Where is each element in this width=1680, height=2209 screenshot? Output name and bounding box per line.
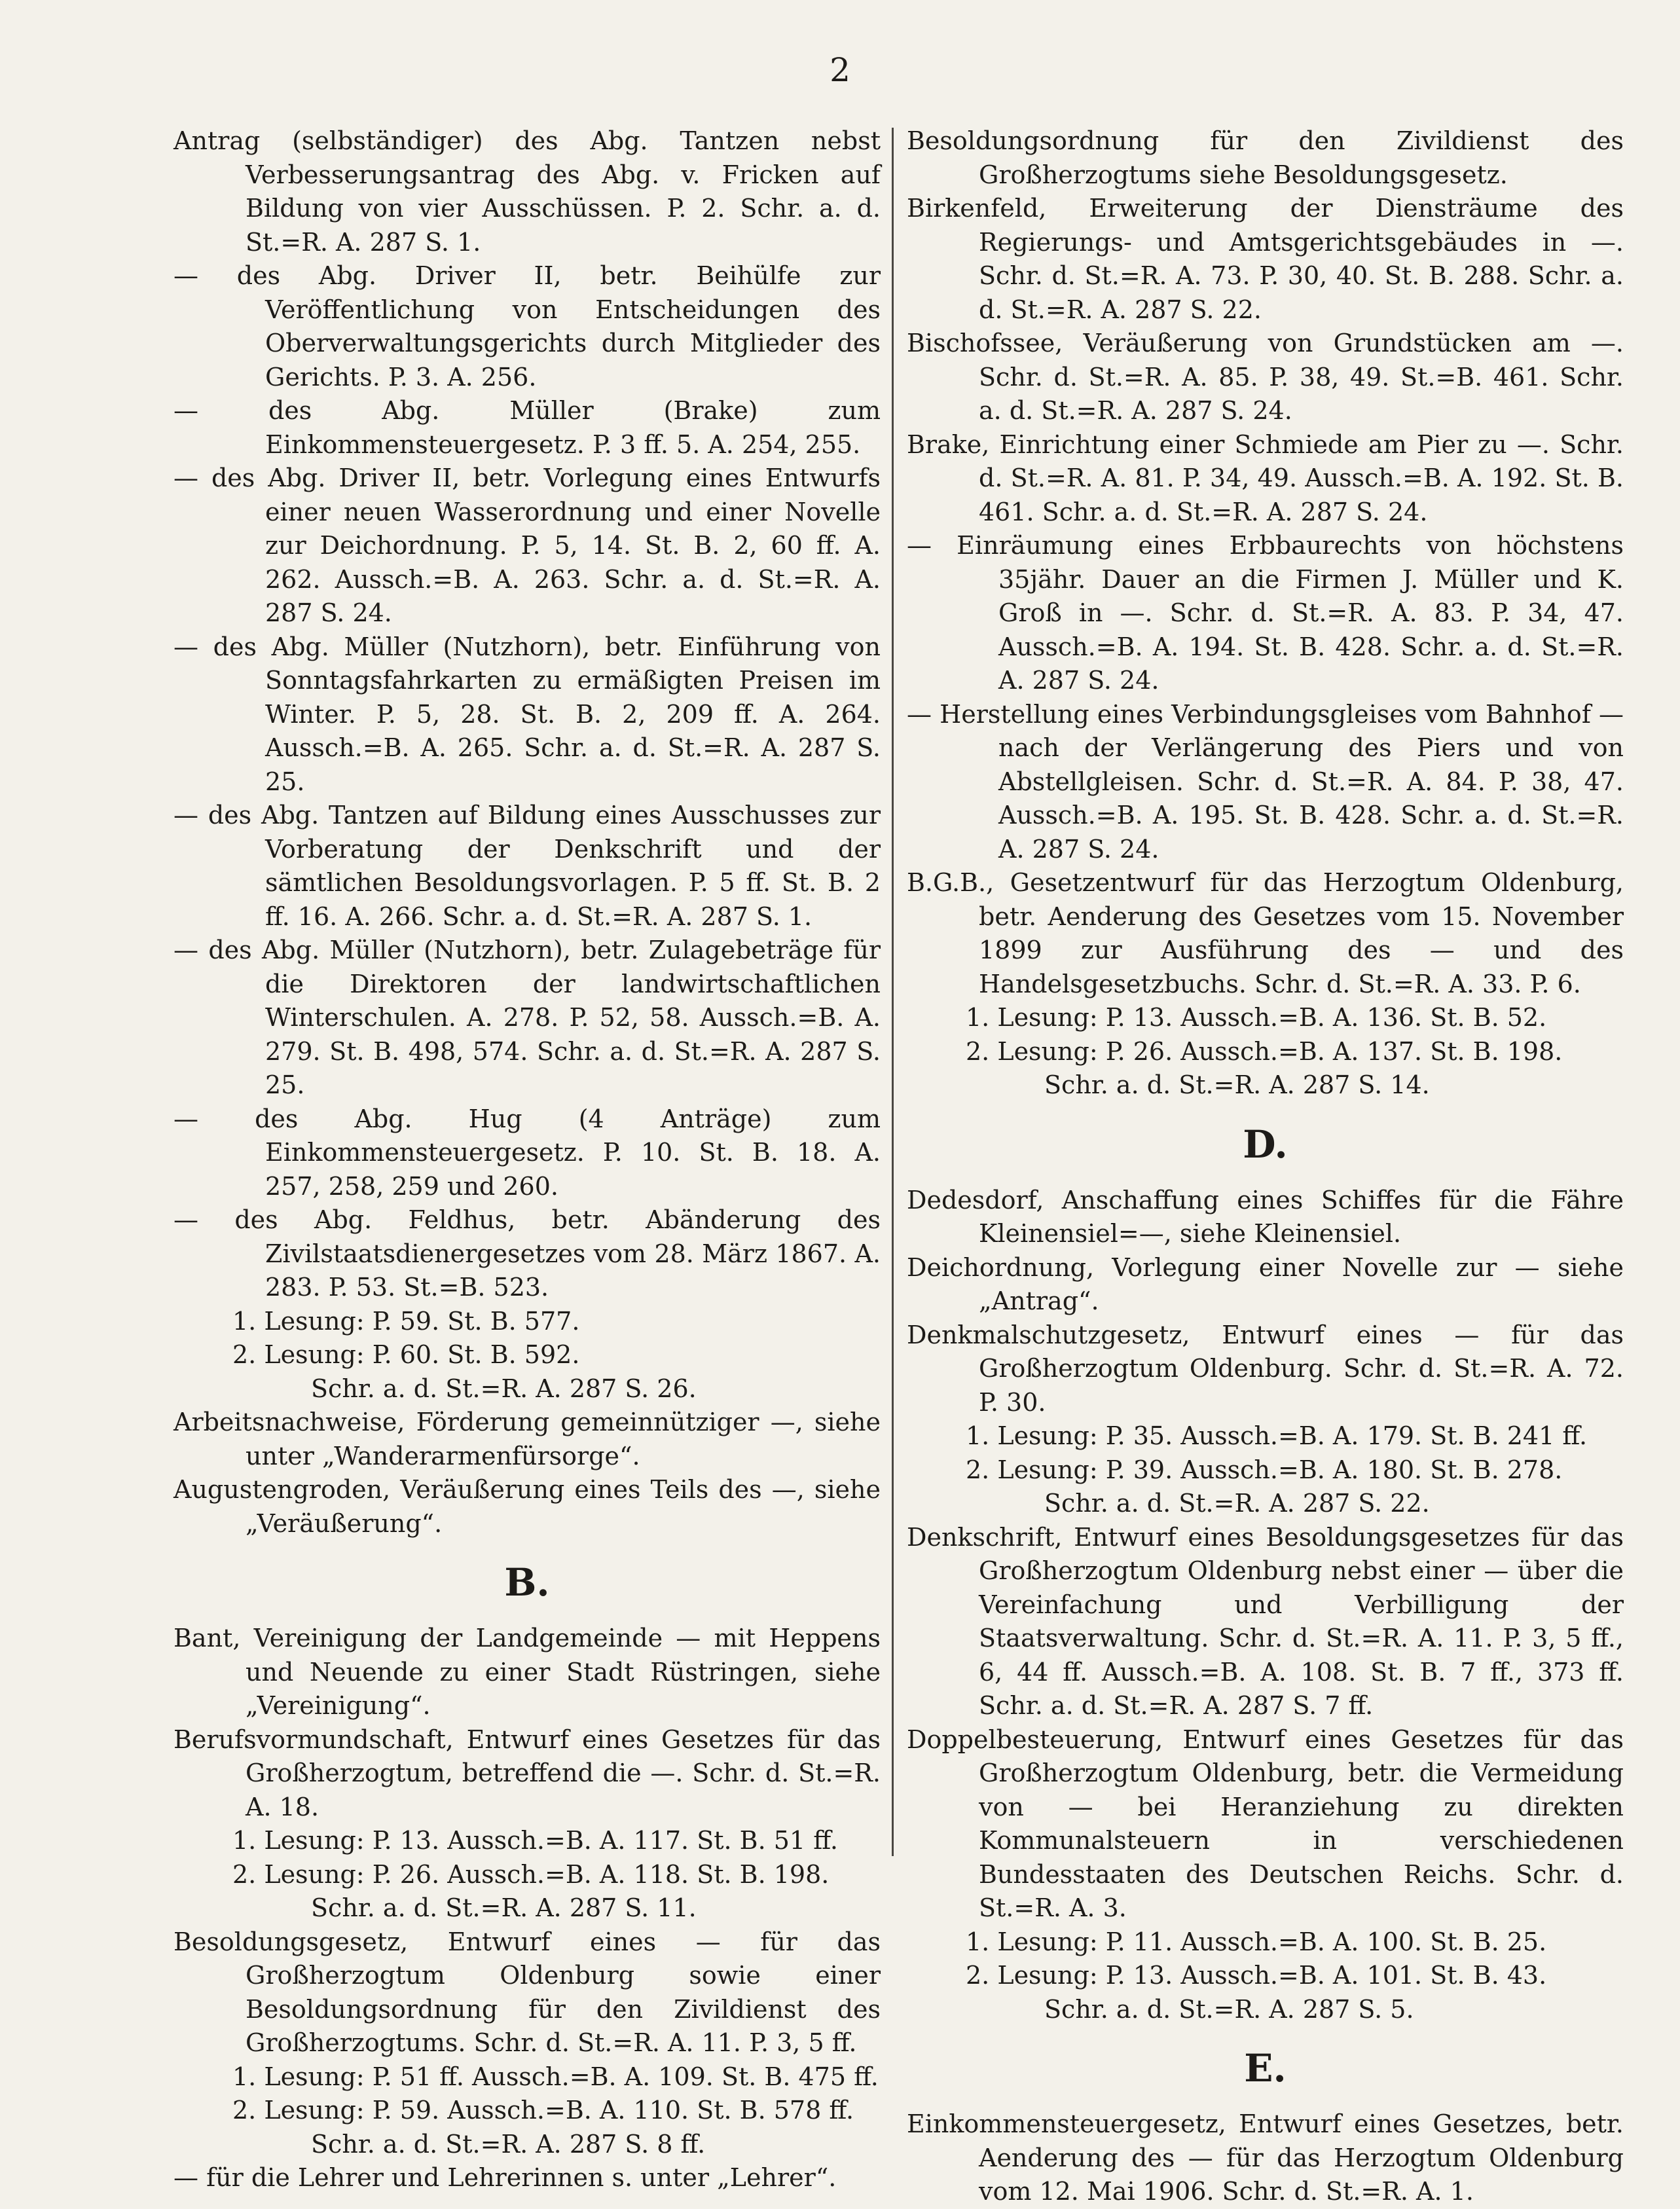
lesung-line: 2. Lesung: P. 26. Aussch.=B. A. 118. St. B. 198. <box>232 1859 830 1889</box>
lesung-line: 1. Lesung: P. 35. Aussch.=B. A. 179. St. B. 241 ff. <box>966 1421 1588 1450</box>
page-number: 2 <box>830 51 850 89</box>
index-entry: Doppelbesteuerung, Entwurf eines Gesetzes für das Großherzogtum Oldenburg, betr. die Vermeidung von — bei Heranziehung zu direkten Kommunalsteuern in verschiedenen Bundesstaaten des Deutschen Reichs. Schr. d. St.=R. A. 3. <box>907 1725 1624 1922</box>
lesung-line: 2. Lesung: P. 60. St. B. 592. <box>232 1340 580 1369</box>
right-column <box>907 124 1624 2209</box>
index-entry: Dedesdorf, Anschaffung eines Schiffes für die Fähre Kleinensiel=—, siehe Kleinensiel. <box>907 1185 1624 1248</box>
index-entry: Deichordnung, Vorlegung einer Novelle zur — siehe „Antrag“. <box>907 1252 1624 1315</box>
sub-entry: — Herstellung eines Verbindungsgleises vom Bahnhof — nach der Verlängerung des Piers und von Abstellgleisen. Schr. d. St.=R. A. 84. P. 38, 47. Aussch.=B. A. 195. St. B. 428. Schr. a. d. St.=R. A. 287 S. 24. <box>907 699 1624 864</box>
index-entry: Denkschrift, Entwurf eines Besoldungsgesetzes für das Großherzogtum Oldenburg nebst einer — über die Vereinfachung und Verbilligung der Staatsverwaltung. Schr. d. St.=R. A. 11. P. 3, 5 ff., 6, 44 ff. Aussch.=B. A. 108. St. B. 7 ff., 373 ff. Schr. a. d. St.=R. A. 287 S. 7 ff. <box>907 1522 1624 1720</box>
sub-entry: — für die Lehrer und Lehrerinnen s. unter „Lehrer“. <box>173 2163 837 2192</box>
index-entry: Besoldungsgesetz, Entwurf eines — für das Großherzogtum Oldenburg sowie einer Besoldungsordnung für den Zivildienst des Großherzogtums. Schr. d. St.=R. A. 11. P. 3, 5 ff. <box>173 1927 881 2057</box>
lesung-line: 1. Lesung: P. 11. Aussch.=B. A. 100. St. B. 25. <box>966 1927 1547 1956</box>
lesung-line: 2. Lesung: P. 26. Aussch.=B. A. 137. St. B. 198. <box>966 1036 1563 1066</box>
index-entry: Birkenfeld, Erweiterung der Diensträume des Regierungs- und Amtsgerichtsgebäudes in —. Schr. d. St.=R. A. 73. P. 30, 40. St. B. 288. Schr. a. d. St.=R. A. 287 S. 22. <box>907 194 1624 324</box>
index-entry: Brake, Einrichtung einer Schmiede am Pier zu —. Schr. d. St.=R. A. 81. P. 34, 49. Aussch.=B. A. 192. St. B. 461. Schr. a. d. St.=R. A. 287 S. 24. <box>907 429 1624 526</box>
sub-entry: — des Abg. Müller (Brake) zum Einkommensteuergesetz. P. 3 ff. 5. A. 254, 255. <box>173 396 881 459</box>
index-entry: Einkommensteuergesetz, Entwurf eines Gesetzes, betr. Aenderung des — für das Herzogtum Oldenburg vom 12. Mai 1906. Schr. d. St.=R. A. 1. <box>907 2109 1624 2206</box>
index-entry: Besoldungsordnung für den Zivildienst des Großherzogtums siehe Besoldungsgesetz. <box>907 126 1624 189</box>
sub-entry: — Einräumung eines Erbbaurechts von höchstens 35jähr. Dauer an die Firmen J. Müller und K. Groß in —. Schr. d. St.=R. A. 83. P. 34, 47. Aussch.=B. A. 194. St. B. 428. Schr. a. d. St.=R. A. 287 S. 24. <box>907 531 1624 695</box>
index-entry: B.G.B., Gesetzentwurf für das Herzogtum Oldenburg, betr. Aenderung des Gesetzes vom 15. November 1899 zur Ausführung des — und des Handelsgesetzbuchs. Schr. d. St.=R. A. 33. P. 6. <box>907 868 1624 998</box>
column-divider <box>892 128 894 1856</box>
sub-entry: — des Abg. Driver II, betr. Beihülfe zur Veröffentlichung von Entscheidungen des Oberverwaltungsgerichts durch Mitglieder des Gerichts. P. 3. A. 256. <box>173 261 881 392</box>
index-entry: Denkmalschutzgesetz, Entwurf eines — für das Großherzogtum Oldenburg. Schr. d. St.=R. A. 72. P. 30. <box>907 1320 1624 1417</box>
schr-line: Schr. a. d. St.=R. A. 287 S. 8 ff. <box>311 2129 706 2159</box>
sub-entry: — des Abg. Tantzen auf Bildung eines Ausschusses zur Vorberatung der Denkschrift und der sämtlichen Besoldungsvorlagen. P. 5 ff. St. B. 2 ff. 16. A. 266. Schr. a. d. St.=R. A. 287 S. 1. <box>173 801 881 931</box>
section-letter-e: E. <box>1244 2046 1287 2090</box>
schr-line: Schr. a. d. St.=R. A. 287 S. 14. <box>1044 1070 1430 1099</box>
index-entry: Bischofssee, Veräußerung von Grundstücken am —. Schr. d. St.=R. A. 85. P. 38, 49. St.=B. 461. Schr. a. d. St.=R. A. 287 S. 24. <box>907 329 1624 425</box>
sub-entry: — des Abg. Müller (Nutzhorn), betr. Einführung von Sonntagsfahrkarten zu ermäßigten Preisen im Winter. P. 5, 28. St. B. 2, 209 ff. A. 264. Aussch.=B. A. 265. Schr. a. d. St.=R. A. 287 S. 25. <box>173 632 881 796</box>
lesung-line: 2. Lesung: P. 39. Aussch.=B. A. 180. St. B. 278. <box>966 1455 1563 1484</box>
section-letter-d: D. <box>1243 1122 1288 1167</box>
left-column <box>173 124 881 2195</box>
lesung-line: 2. Lesung: P. 13. Aussch.=B. A. 101. St. B. 43. <box>966 1961 1547 1990</box>
sub-entry: — des Abg. Feldhus, betr. Abänderung des Zivilstaatsdienergesetzes vom 28. März 1867. A. 283. P. 53. St.=B. 523. <box>173 1205 881 1302</box>
index-entry: Bant, Vereinigung der Landgemeinde — mit Heppens und Neuende zu einer Stadt Rüstringen, siehe „Vereinigung“. <box>173 1624 881 1720</box>
lesung-line: 1. Lesung: P. 13. Aussch.=B. A. 136. St. B. 52. <box>966 1003 1547 1032</box>
index-entry: Augustengroden, Veräußerung eines Teils des —, siehe „Veräußerung“. <box>173 1475 881 1538</box>
index-entry: Antrag (selbständiger) des Abg. Tantzen nebst Verbesserungsantrag des Abg. v. Fricken auf Bildung von vier Ausschüssen. P. 2. Schr. a. d. St.=R. A. 287 S. 1. <box>173 126 881 257</box>
schr-line: Schr. a. d. St.=R. A. 287 S. 11. <box>311 1893 697 1922</box>
lesung-line: 1. Lesung: P. 13. Aussch.=B. A. 117. St. B. 51 ff. <box>232 1826 838 1855</box>
sub-entry: — des Abg. Driver II, betr. Vorlegung eines Entwurfs einer neuen Wasserordnung und einer Novelle zur Deichordnung. P. 5, 14. St. B. 2, 60 ff. A. 262. Aussch.=B. A. 263. Schr. a. d. St.=R. A. 287 S. 24. <box>173 464 881 627</box>
index-entry: Arbeitsnachweise, Förderung gemeinnütziger —, siehe unter „Wanderarmenfürsorge“. <box>173 1408 881 1470</box>
schr-line: Schr. a. d. St.=R. A. 287 S. 22. <box>1044 1489 1430 1518</box>
lesung-line: 1. Lesung: P. 51 ff. Aussch.=B. A. 109. St. B. 475 ff. <box>232 2062 879 2091</box>
lesung-line: 2. Lesung: P. 59. Aussch.=B. A. 110. St. B. 578 ff. <box>232 2096 854 2125</box>
section-letter-b: B. <box>504 1560 550 1605</box>
sub-entry: — des Abg. Hug (4 Anträge) zum Einkommensteuergesetz. P. 10. St. B. 18. A. 257, 258, 259 und 260. <box>173 1104 881 1201</box>
index-entry: Berufsvormundschaft, Entwurf eines Gesetzes für das Großherzogtum, betreffend die —. Schr. d. St.=R. A. 18. <box>173 1725 881 1821</box>
lesung-line: 1. Lesung: P. 59. St. B. 577. <box>232 1306 580 1336</box>
schr-line: Schr. a. d. St.=R. A. 287 S. 26. <box>311 1374 697 1403</box>
sub-entry: — des Abg. Müller (Nutzhorn), betr. Zulagebeträge für die Direktoren der landwirtschaftlichen Winterschulen. A. 278. P. 52, 58. Aussch.=B. A. 279. St. B. 498, 574. Schr. a. d. St.=R. A. 287 S. 25. <box>173 936 881 1099</box>
schr-line: Schr. a. d. St.=R. A. 287 S. 5. <box>1044 1994 1414 2024</box>
